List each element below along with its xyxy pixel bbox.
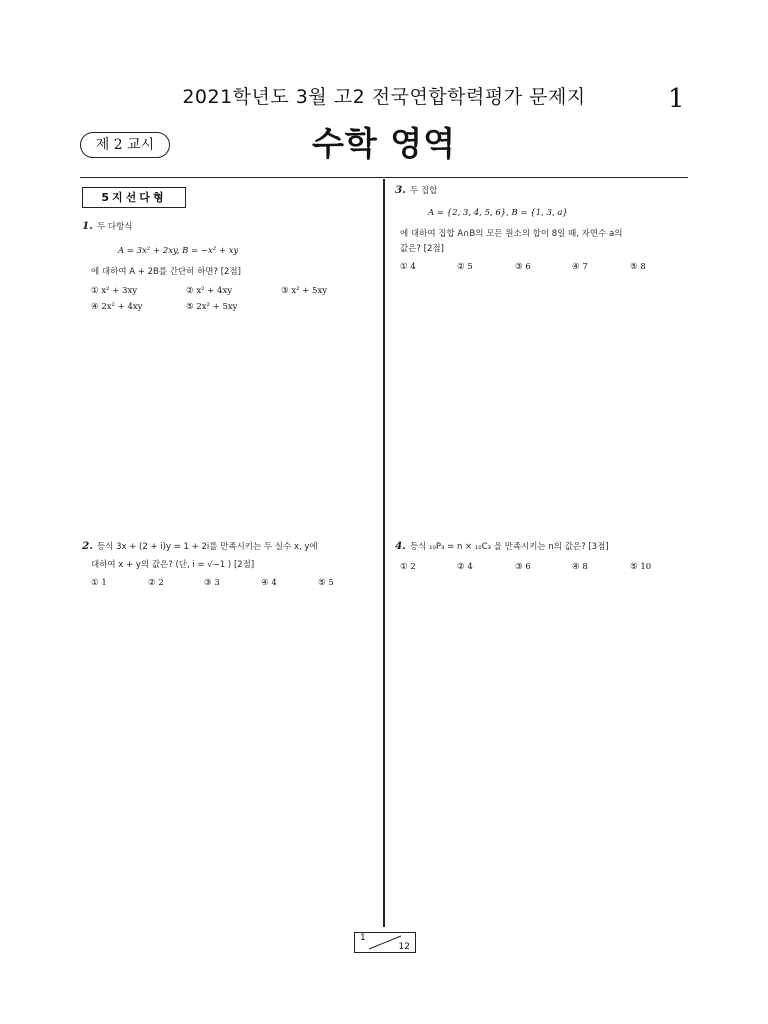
question-number: 2. [82, 540, 93, 552]
choice-4[interactable]: ④ 2x² + 4xy [91, 302, 143, 312]
question-1-ask: 에 대하여 A + 2B를 간단히 하면? [2점] [91, 267, 241, 277]
question-number: 3. [395, 184, 406, 196]
choice-5[interactable]: ⑤ 2x² + 5xy [186, 302, 238, 312]
total-pages: 12 [398, 942, 410, 952]
choice-3[interactable]: ③ x² + 5xy [281, 286, 328, 296]
page-number: 1 [668, 84, 685, 114]
choice-5[interactable]: ⑤ 8 [630, 262, 646, 272]
question-3 [395, 184, 437, 196]
question-number: 4. [395, 540, 406, 552]
exam-title: 2021학년도 3월 고2 전국연합학력평가 문제지 [182, 86, 586, 108]
choice-3[interactable]: ③ 6 [515, 562, 531, 572]
session-badge: 제 2 교시 [80, 132, 170, 158]
question-1 [82, 220, 133, 232]
question-stem: 두 집합 [409, 186, 438, 196]
question-stem: 등식 3x + (2 + i)y = 1 + 2i를 만족시키는 두 실수 x, y에 [96, 542, 318, 552]
choice-5[interactable]: ⑤ 10 [630, 562, 652, 572]
choice-2[interactable]: ② 2 [148, 578, 164, 588]
question-1-given: A = 3x² + 2xy, B = −x² + xy [118, 246, 239, 256]
question-3-ask-cont: 값은? [2점] [400, 244, 444, 254]
question-stem: 등식 ₁₀P₃ = n × ₁₀C₃ 을 만족시키는 n의 값은? [3점] [409, 542, 609, 552]
choice-2[interactable]: ② 4 [457, 562, 473, 572]
choice-4[interactable]: ④ 8 [572, 562, 588, 572]
choice-2[interactable]: ② 5 [457, 262, 473, 272]
question-2 [82, 540, 318, 552]
question-stem: 두 다항식 [96, 222, 133, 232]
subject-title: 수학 영역 [311, 124, 456, 163]
choice-4[interactable]: ④ 7 [572, 262, 588, 272]
page-indicator [354, 932, 416, 953]
choice-1[interactable]: ① x² + 3xy [91, 286, 138, 296]
choice-1[interactable]: ① 2 [400, 562, 416, 572]
question-number: 1. [82, 220, 93, 232]
choice-2[interactable]: ② x² + 4xy [186, 286, 233, 296]
choice-3[interactable]: ③ 3 [204, 578, 220, 588]
current-page: 1 [360, 933, 366, 943]
choice-5[interactable]: ⑤ 5 [318, 578, 334, 588]
question-3-ask: 에 대하여 집합 A∩B의 모든 원소의 합이 8일 때, 자연수 a의 [400, 229, 623, 239]
choice-3[interactable]: ③ 6 [515, 262, 531, 272]
choice-1[interactable]: ① 4 [400, 262, 416, 272]
question-2-ask: 대하여 x + y의 값은? (단, i = √−1 ) [2점] [91, 560, 255, 570]
question-3-given: A = {2, 3, 4, 5, 6}, B = {1, 3, a} [428, 208, 568, 218]
column-divider [383, 179, 385, 927]
question-4 [395, 540, 609, 552]
header-divider [80, 177, 688, 178]
choice-1[interactable]: ① 1 [91, 578, 107, 588]
section-label: 5지선다형 [82, 187, 186, 208]
choice-4[interactable]: ④ 4 [261, 578, 277, 588]
